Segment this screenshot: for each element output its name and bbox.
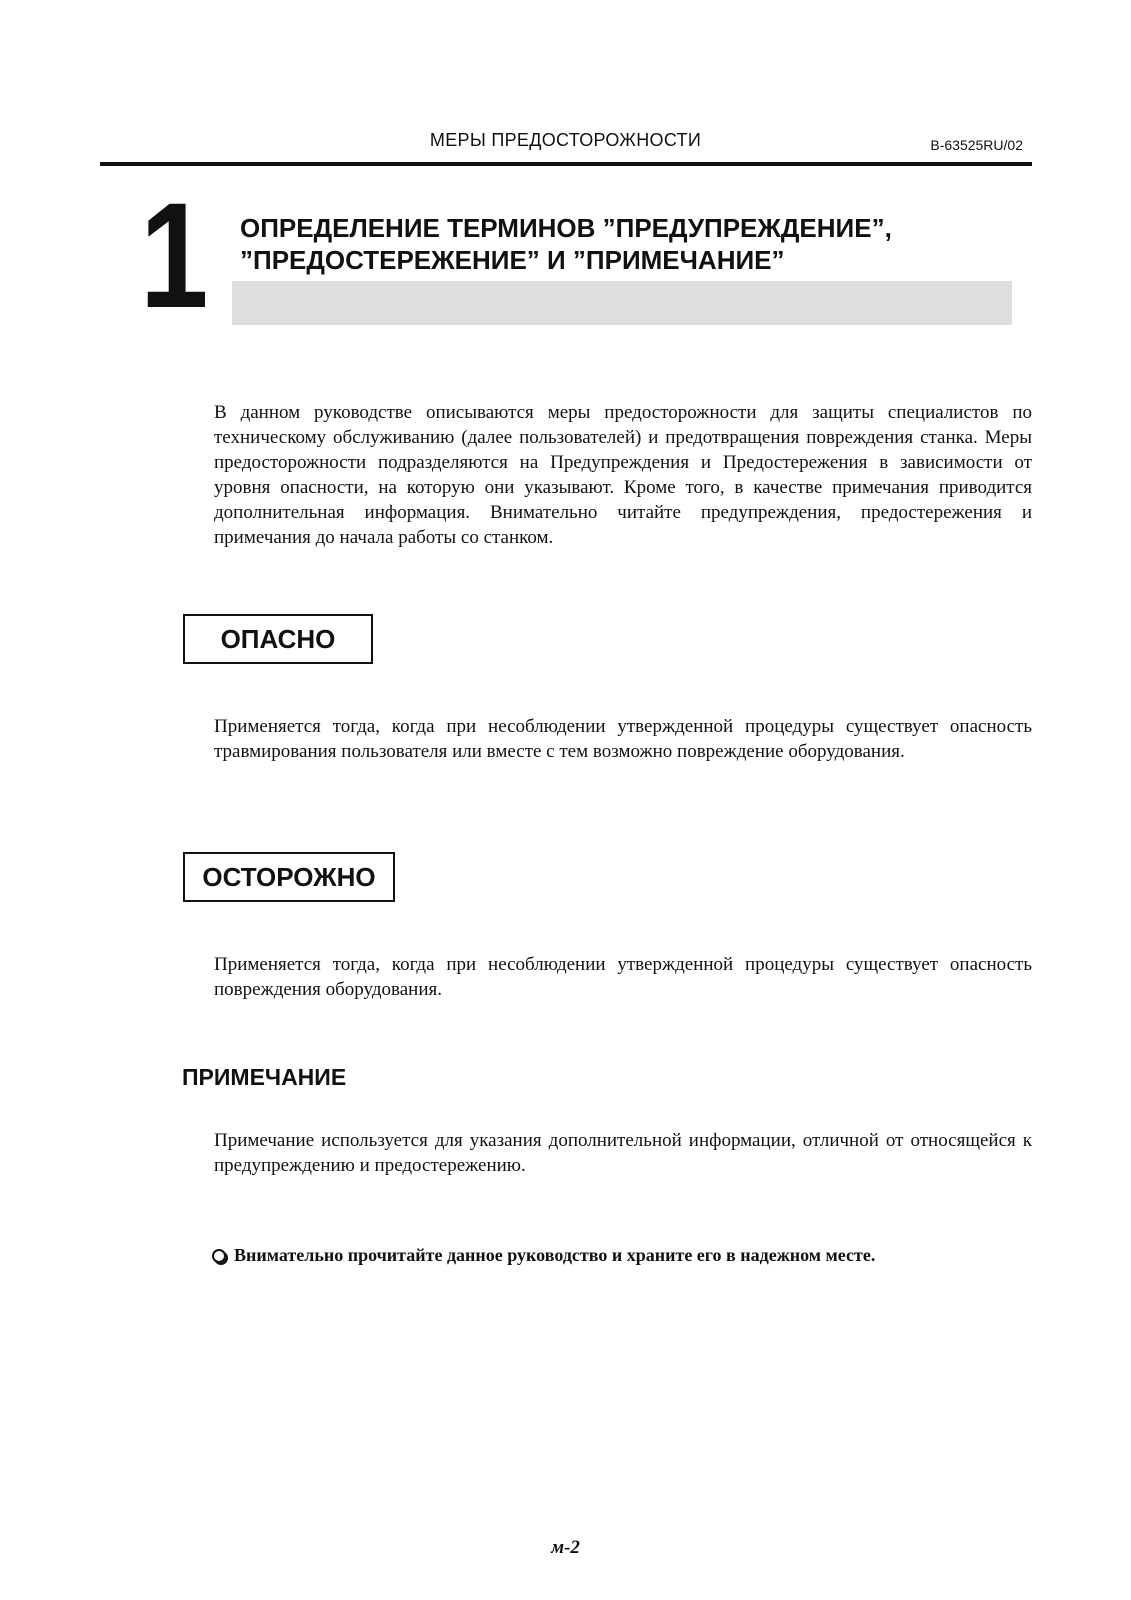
caution-description: Применяется тогда, когда при несоблюдении утвержденной процедуры существует опасность повреждения оборудования.: [214, 954, 1032, 1000]
danger-description: Применяется тогда, когда при несоблюдении утвержденной процедуры существует опасность травмирования пользователя или вместе с тем возможно повреждение оборудования.: [214, 716, 1032, 762]
chapter-title-line-1: ОПРЕДЕЛЕНИЕ ТЕРМИНОВ ”ПРЕДУПРЕЖДЕНИЕ”,: [240, 213, 892, 243]
header-title: МЕРЫ ПРЕДОСТОРОЖНОСТИ: [429, 130, 702, 150]
final-note-text: Внимательно прочитайте данное руководство и храните его в надежном месте.: [234, 1245, 876, 1265]
intro-paragraph: В данном руководстве описываются меры предосторожности для защиты специалистов по техническому обслуживанию (далее пользователей) и предотвращения повреждения станка. Меры предосторожности подразделяются на Предупреждения и Предостережения в зависимости от уровня опасности, на которую они указывают. Кроме того, в качестве примечания приводится дополнительная информация. Внимательно читайте предупреждения, предостережения и примечания до начала работы со станком.: [214, 402, 1032, 548]
document-code: B-63525RU/02: [930, 137, 1023, 153]
chapter-title: [240, 212, 1020, 276]
circle-bullet-icon: [212, 1249, 226, 1263]
final-note: [212, 1245, 875, 1266]
danger-label-box: ОПАСНО: [183, 614, 373, 664]
page-number: м-2: [551, 1537, 580, 1558]
note-description: Примечание используется для указания дополнительной информации, отличной от относящейся к предупреждению и предостережению.: [214, 1130, 1032, 1176]
title-band: [232, 281, 1012, 325]
note-heading: ПРИМЕЧАНИЕ: [182, 1064, 347, 1090]
header-rule: [100, 162, 1032, 166]
chapter-number: 1: [140, 171, 209, 339]
caution-label-box: ОСТОРОЖНО: [183, 852, 395, 902]
chapter-title-line-2: ”ПРЕДОСТЕРЕЖЕНИЕ” И ”ПРИМЕЧАНИЕ”: [240, 245, 785, 275]
